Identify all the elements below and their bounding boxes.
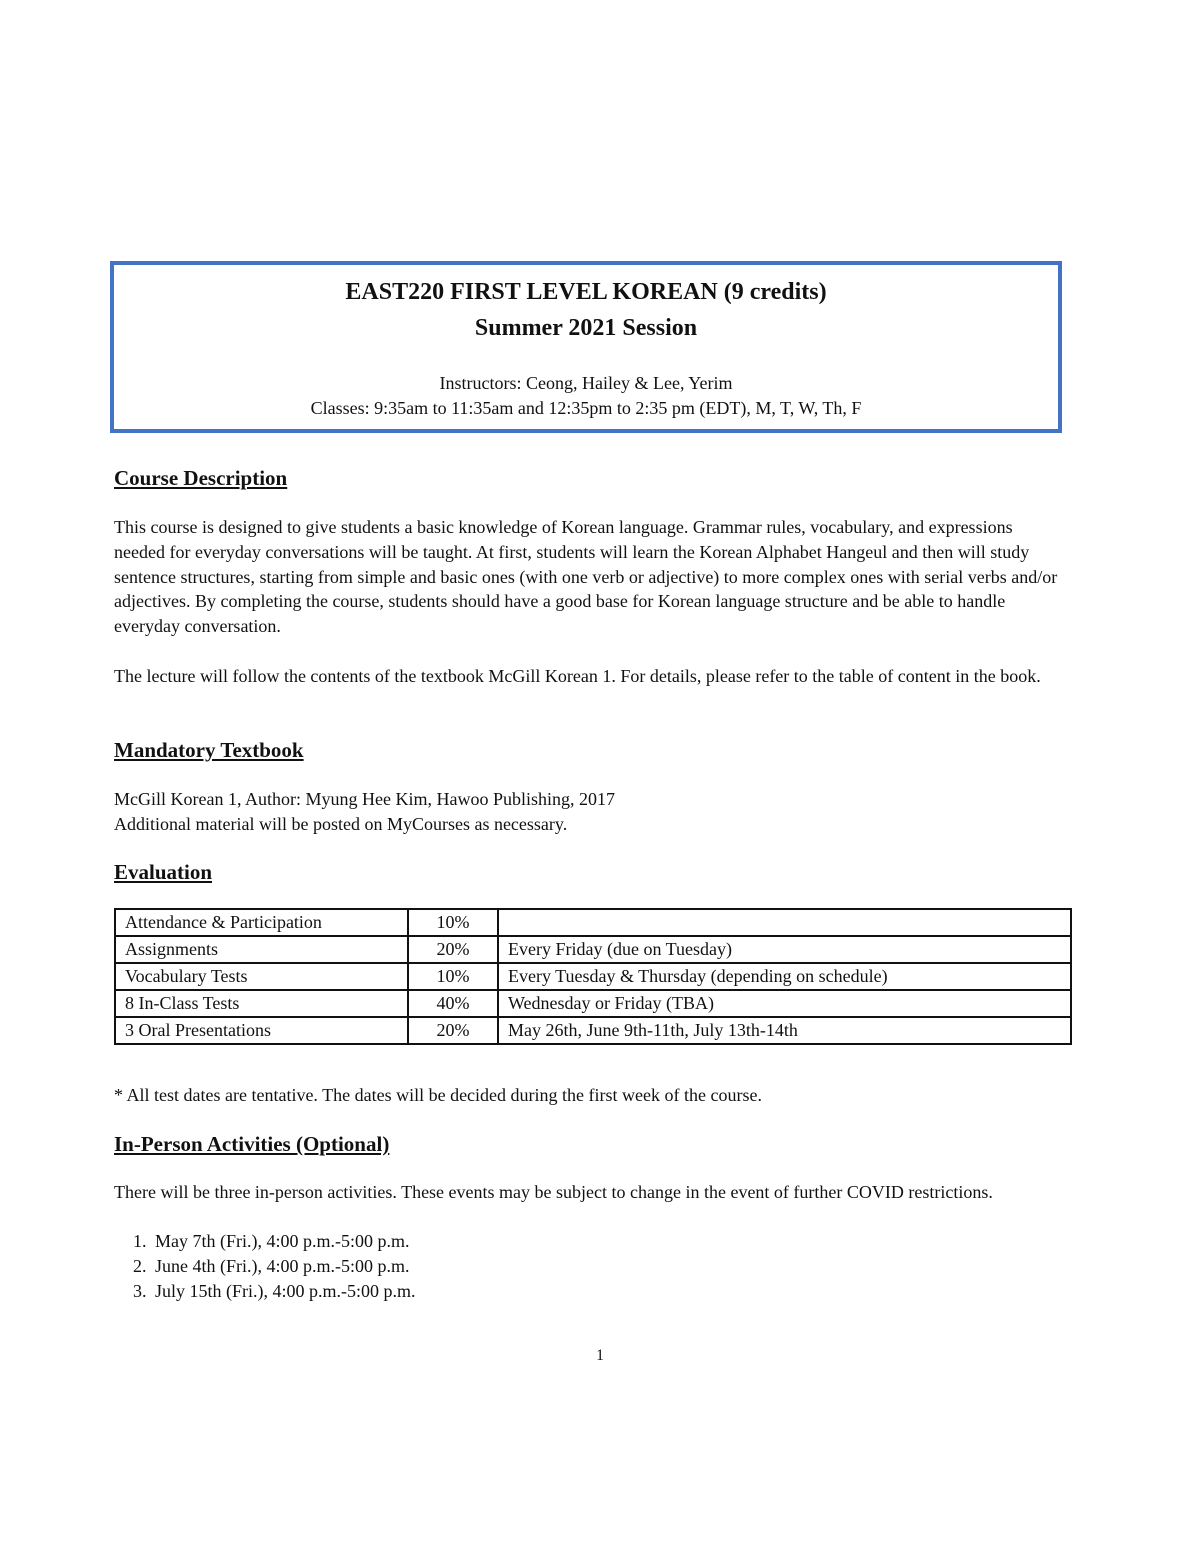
evaluation-item: 3 Oral Presentations — [115, 1017, 408, 1044]
additional-material-note: Additional material will be posted on MyCourses as necessary. — [114, 814, 568, 834]
evaluation-item: Attendance & Participation — [115, 909, 408, 936]
list-item — [133, 1229, 416, 1254]
session-title: Summer 2021 Session — [474, 315, 698, 341]
page-number: 1 — [596, 1347, 604, 1364]
evaluation-note: May 26th, June 9th-11th, July 13th-14th — [498, 1017, 1071, 1044]
evaluation-item: 8 In-Class Tests — [115, 990, 408, 1017]
test-dates-footnote: * All test dates are tentative. The dates will be decided during the first week of the course. — [114, 1085, 762, 1105]
course-description-paragraph: This course is designed to give students a basic knowledge of Korean language. Grammar rules, vocabulary, and expressions needed for everyday conversations will be taught. At first, students will learn the Korean Alphabet Hangeul and then will study sentence structures, starting from simple and basic ones (with one verb or adjective) to more complex ones with serial verbs and/or adjectives. By completing the course, students should have a good base for Korean language structure and be able to handle everyday conversation. — [114, 517, 1058, 637]
course-description-heading: Course Description — [114, 466, 288, 490]
evaluation-note — [498, 909, 1071, 936]
in-person-activities-heading: In-Person Activities (Optional) — [114, 1132, 390, 1156]
list-item — [133, 1254, 416, 1279]
evaluation-item: Vocabulary Tests — [115, 963, 408, 990]
evaluation-percent: 40% — [408, 990, 498, 1017]
list-item-number: 3. — [133, 1281, 147, 1301]
course-title: EAST220 FIRST LEVEL KOREAN (9 credits) — [345, 279, 827, 305]
list-item-text: May 7th (Fri.), 4:00 p.m.-5:00 p.m. — [155, 1231, 410, 1251]
list-item-number: 1. — [133, 1231, 147, 1251]
table-row — [115, 990, 1071, 1017]
table-row — [115, 1017, 1071, 1044]
table-row — [115, 936, 1071, 963]
instructors-line: Instructors: Ceong, Hailey & Lee, Yerim — [439, 373, 733, 393]
list-item-number: 2. — [133, 1256, 147, 1276]
evaluation-table — [114, 908, 1072, 1045]
evaluation-heading: Evaluation — [114, 860, 213, 884]
list-item-text: July 15th (Fri.), 4:00 p.m.-5:00 p.m. — [155, 1281, 416, 1301]
course-header-box — [110, 261, 1062, 433]
list-item-text: June 4th (Fri.), 4:00 p.m.-5:00 p.m. — [155, 1256, 410, 1276]
evaluation-percent: 20% — [408, 936, 498, 963]
evaluation-percent: 10% — [408, 963, 498, 990]
evaluation-note: Every Tuesday & Thursday (depending on schedule) — [498, 963, 1071, 990]
activities-intro: There will be three in-person activities. These events may be subject to change in the event of further COVID restrictions. — [114, 1182, 993, 1202]
evaluation-note: Wednesday or Friday (TBA) — [498, 990, 1071, 1017]
mandatory-textbook-heading: Mandatory Textbook — [114, 738, 304, 762]
class-schedule-line: Classes: 9:35am to 11:35am and 12:35pm to 2:35 pm (EDT), M, T, W, Th, F — [310, 398, 862, 418]
textbook-reference-paragraph: The lecture will follow the contents of the textbook McGill Korean 1. For details, please refer to the table of content in the book. — [114, 666, 1041, 686]
table-row — [115, 909, 1071, 936]
evaluation-percent: 20% — [408, 1017, 498, 1044]
evaluation-percent: 10% — [408, 909, 498, 936]
evaluation-note: Every Friday (due on Tuesday) — [498, 936, 1071, 963]
list-item — [133, 1279, 416, 1304]
evaluation-item: Assignments — [115, 936, 408, 963]
activities-list — [133, 1229, 416, 1304]
table-row — [115, 963, 1071, 990]
textbook-citation: McGill Korean 1, Author: Myung Hee Kim, Hawoo Publishing, 2017 — [114, 789, 615, 809]
